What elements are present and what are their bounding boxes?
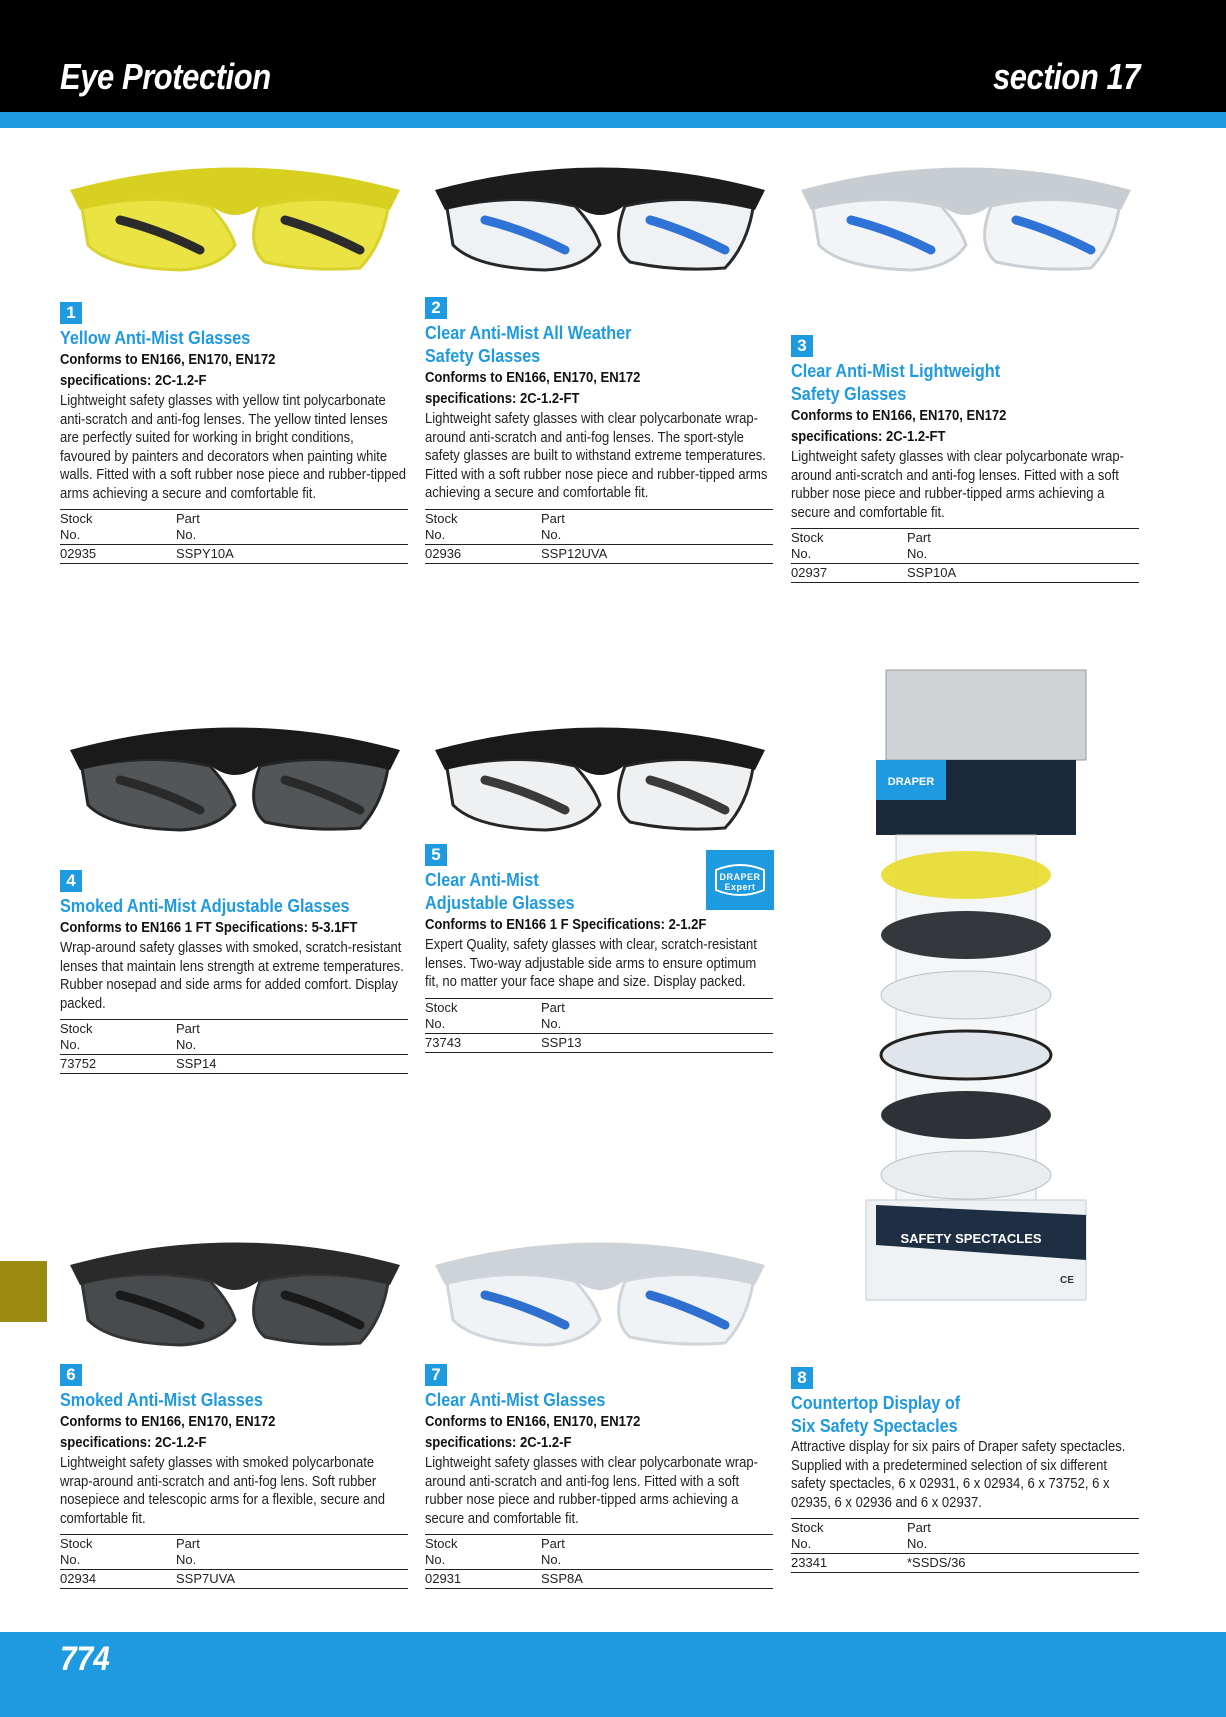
product-title: Six Safety Spectacles	[791, 1416, 958, 1436]
stock-table	[791, 528, 1139, 583]
safety-glasses-image	[425, 1225, 775, 1375]
product-title: Smoked Anti-Mist Adjustable Glasses	[60, 896, 350, 916]
section-label: section 17	[992, 56, 1140, 97]
part-header: Part No.	[176, 1535, 408, 1570]
product-specification: Conforms to EN166 1 F Specifications: 2-1.2F	[425, 917, 707, 933]
part-number: SSP12UVA	[541, 544, 773, 563]
product-description: Lightweight safety glasses with clear polycarbonate wrap-around anti-scratch and anti-fog lenses. Fitted with a soft rubber nose piece and rubber-tipped arms achieving a secure and comfortable fit.	[791, 449, 1124, 521]
product-card-8	[791, 1367, 1141, 1573]
product-image-2	[425, 150, 775, 300]
part-number: SSP14	[176, 1055, 408, 1074]
part-number: SSP13	[541, 1033, 773, 1052]
product-image-3	[791, 150, 1141, 300]
product-number-badge: 5	[425, 844, 447, 866]
safety-glasses-image	[425, 710, 775, 860]
product-card-2	[425, 297, 775, 564]
stock-header: Stock No.	[425, 1535, 541, 1570]
safety-glasses-image	[60, 710, 410, 860]
safety-glasses-image	[60, 1225, 410, 1375]
page-number: 774	[60, 1640, 110, 1678]
stock-number: 73752	[60, 1055, 176, 1074]
part-number: *SSDS/36	[907, 1554, 1139, 1573]
part-number: SSP8A	[541, 1570, 773, 1589]
stock-table	[425, 998, 773, 1053]
stock-table	[425, 1534, 773, 1589]
product-image-7	[425, 1225, 775, 1375]
stock-number: 23341	[791, 1554, 907, 1573]
product-description: Attractive display for six pairs of Draper safety spectacles. Supplied with a predetermined selection of six different safety spectacles, 6 x 02931, 6 x 02934, 6 x 73752, 6 x 02935, 6 x 02936 and 6 x 02937.	[791, 1439, 1126, 1511]
product-image-5	[425, 710, 775, 860]
draper-expert-logo: DRAPER Expert	[706, 850, 774, 910]
product-number-badge: 6	[60, 1364, 82, 1386]
stock-table	[60, 509, 408, 564]
part-header: Part No.	[176, 510, 408, 545]
safety-glasses-image	[425, 150, 775, 300]
product-title: Countertop Display of	[791, 1393, 961, 1413]
part-number: SSP7UVA	[176, 1570, 408, 1589]
product-description: Lightweight safety glasses with yellow tint polycarbonate anti-scratch and anti-fog lenses. The yellow tinted lenses are perfectly suited for working in bright conditions, favoured by painters and decorators when painting white walls. Fitted with a soft rubber nose piece and rubber-tipped arms achieving a secure and comfortable fit.	[60, 393, 407, 502]
product-number-badge: 1	[60, 302, 82, 324]
countertop-display-stand-image	[846, 660, 1106, 1310]
product-specification: Conforms to EN166, EN170, EN172	[60, 352, 276, 368]
stock-header: Stock No.	[60, 1020, 176, 1055]
product-title: Adjustable Glasses	[425, 893, 575, 913]
stock-number: 02937	[791, 564, 907, 583]
product-specification: Conforms to EN166, EN170, EN172	[791, 408, 1007, 424]
product-specification: specifications: 2C-1.2-F	[60, 1435, 207, 1451]
product-description: Wrap-around safety glasses with smoked, scratch-resistant lenses that maintain lens strength at extreme temperatures. Rubber nosepad and side arms for added comfort. Display packed.	[60, 940, 404, 1012]
product-description: Lightweight safety glasses with clear polycarbonate wrap-around anti-scratch and anti-fog lens. Fitted with a soft rubber nose piece and rubber-tipped arms achieving a secure and comfortable fit.	[425, 1455, 758, 1527]
stock-table	[791, 1518, 1139, 1573]
product-card-4	[60, 870, 410, 1074]
part-header: Part No.	[541, 509, 773, 544]
product-specification: specifications: 2C-1.2-F	[60, 373, 207, 389]
stock-number: 02936	[425, 544, 541, 563]
product-title: Smoked Anti-Mist Glasses	[60, 1390, 263, 1410]
stock-header: Stock No.	[60, 510, 176, 545]
part-header: Part No.	[541, 998, 773, 1033]
product-title: Clear Anti-Mist All Weather	[425, 323, 632, 343]
product-title: Clear Anti-Mist Glasses	[425, 1390, 606, 1410]
stock-table	[60, 1019, 408, 1074]
stock-header: Stock No.	[791, 529, 907, 564]
product-number-badge: 4	[60, 870, 82, 892]
stock-number: 02935	[60, 545, 176, 564]
stock-table	[60, 1534, 408, 1589]
stock-header: Stock No.	[791, 1519, 907, 1554]
part-header: Part No.	[541, 1535, 773, 1570]
product-specification: specifications: 2C-1.2-FT	[791, 429, 946, 445]
part-number: SSPY10A	[176, 545, 408, 564]
part-number: SSP10A	[907, 564, 1139, 583]
product-specification: specifications: 2C-1.2-F	[425, 1435, 572, 1451]
product-title: Safety Glasses	[425, 346, 541, 366]
product-description: Lightweight safety glasses with smoked polycarbonate wrap-around anti-scratch and anti-fog lens. Soft rubber nosepiece and telescopic arms for a flexible, secure and comfortable fit.	[60, 1455, 385, 1527]
product-specification: Conforms to EN166, EN170, EN172	[425, 370, 641, 386]
part-header: Part No.	[907, 529, 1139, 564]
product-title: Clear Anti-Mist	[425, 870, 539, 890]
product-specification: specifications: 2C-1.2-FT	[425, 391, 580, 407]
page-title: Eye Protection	[60, 56, 271, 97]
product-card-7	[425, 1364, 775, 1589]
product-image-4	[60, 710, 410, 860]
product-number-badge: 3	[791, 335, 813, 357]
page-footer	[0, 1632, 1226, 1717]
product-card-1	[60, 302, 410, 564]
safety-glasses-image	[60, 150, 410, 300]
product-title: Yellow Anti-Mist Glasses	[60, 328, 251, 348]
stock-number: 02931	[425, 1570, 541, 1589]
product-card-6	[60, 1364, 410, 1589]
product-specification: Conforms to EN166 1 FT Specifications: 5-3.1FT	[60, 920, 358, 936]
product-specification: Conforms to EN166, EN170, EN172	[425, 1414, 641, 1430]
product-title: Clear Anti-Mist Lightweight	[791, 361, 1001, 381]
product-description: Lightweight safety glasses with clear polycarbonate wrap-around anti-scratch and anti-fog lenses. The sport-style safety glasses are built to withstand extreme temperatures. Fitted with a soft rubber nose piece and rubber-tipped arms achieving a secure and comfortable fit.	[425, 411, 768, 501]
product-image-6	[60, 1225, 410, 1375]
product-description: Expert Quality, safety glasses with clear, scratch-resistant lenses. Two-way adjustable side arms to ensure optimum fit, no matter your face shape and size. Display packed.	[425, 937, 757, 990]
product-number-badge: 8	[791, 1367, 813, 1389]
product-number-badge: 7	[425, 1364, 447, 1386]
stock-header: Stock No.	[60, 1535, 176, 1570]
safety-glasses-image	[791, 150, 1141, 300]
product-image-1	[60, 150, 410, 300]
product-number-badge: 2	[425, 297, 447, 319]
product-title: Safety Glasses	[791, 384, 907, 404]
stock-number: 73743	[425, 1033, 541, 1052]
svg-text:DRAPER: DRAPER	[887, 776, 935, 788]
part-header: Part No.	[907, 1519, 1139, 1554]
product-specification: Conforms to EN166, EN170, EN172	[60, 1414, 276, 1430]
display-stand-label: SAFETY SPECTACLES	[900, 1231, 1042, 1246]
ce-mark: CE	[1060, 1275, 1074, 1286]
header-accent-bar	[0, 112, 1226, 128]
stock-header: Stock No.	[425, 509, 541, 544]
stock-table	[425, 509, 773, 564]
stock-header: Stock No.	[425, 998, 541, 1033]
stock-number: 02934	[60, 1570, 176, 1589]
part-header: Part No.	[176, 1020, 408, 1055]
section-side-tab	[0, 1261, 47, 1322]
product-card-3	[791, 335, 1141, 583]
